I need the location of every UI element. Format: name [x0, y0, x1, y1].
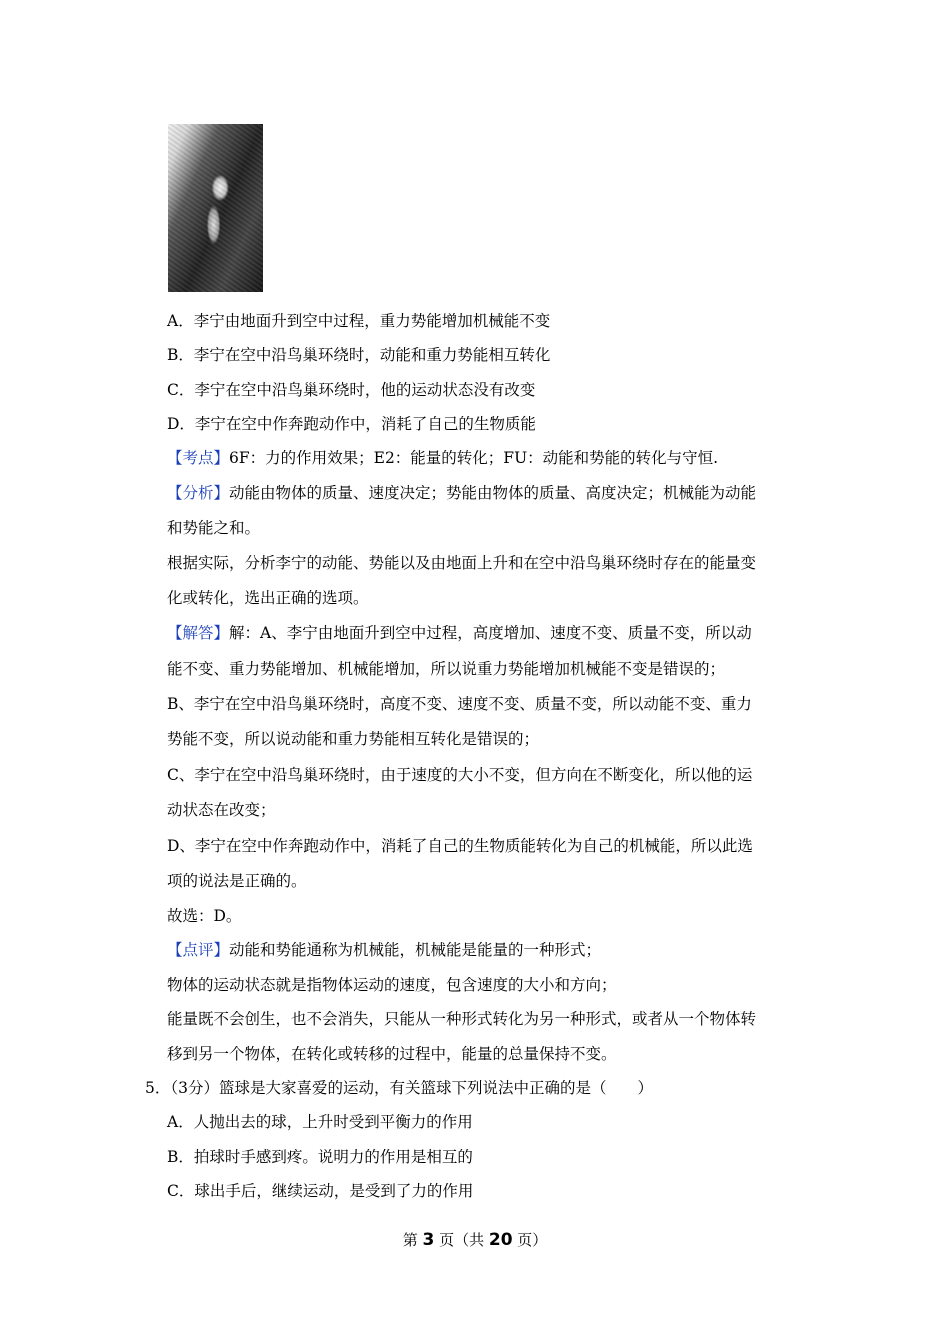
dianping-line-4: 移到另一个物体，在转化或转移的过程中，能量的总量保持不变。 — [167, 1045, 617, 1063]
page-footer — [0, 1229, 950, 1250]
question-5-stem: 5．（3分）篮球是大家喜爱的运动，有关篮球下列说法中正确的是（ ） — [145, 1079, 653, 1097]
fenxi-line-3: 根据实际，分析李宁的动能、势能以及由地面上升和在空中沿鸟巢环绕时存在的能量变 — [167, 554, 757, 572]
footer-total-pages: 20 — [488, 1230, 513, 1250]
option-d: D．李宁在空中作奔跑动作中，消耗了自己的生物质能 — [167, 415, 536, 433]
jieda-line-1 — [167, 623, 752, 643]
jieda-line-8: 项的说法是正确的。 — [167, 872, 307, 890]
kaodian-tag: 【考点】 — [167, 449, 230, 467]
footer-page-number: 3 — [422, 1230, 435, 1250]
footer-prefix: 第 — [402, 1231, 423, 1249]
jieda-line-9: 故选：D。 — [167, 907, 242, 925]
q5-option-b: B．拍球时手感到疼。说明力的作用是相互的 — [167, 1148, 473, 1166]
dianping-line-2: 物体的运动状态就是指物体运动的速度，包含速度的大小和方向； — [167, 976, 617, 994]
fenxi-line-4: 化或转化，选出正确的选项。 — [167, 589, 369, 607]
dianping-line-1 — [167, 940, 601, 960]
fenxi-text-1: 动能由物体的质量、速度决定；势能由物体的质量、高度决定；机械能为动能 — [229, 484, 757, 502]
option-a: A．李宁由地面升到空中过程，重力势能增加机械能不变 — [167, 312, 551, 330]
jieda-line-3: B、李宁在空中沿鸟巢环绕时，高度不变、速度不变、质量不变，所以动能不变、重力 — [167, 695, 752, 713]
fenxi-line-1 — [167, 483, 756, 503]
jieda-line-4: 势能不变，所以说动能和重力势能相互转化是错误的； — [167, 730, 540, 748]
dianping-text-1: 动能和势能通称为机械能，机械能是能量的一种形式； — [229, 941, 602, 959]
jieda-line-7: D、李宁在空中作奔跑动作中，消耗了自己的生物质能转化为自己的机械能，所以此选 — [167, 837, 753, 855]
jieda-line-2: 能不变、重力势能增加、机械能增加，所以说重力势能增加机械能不变是错误的； — [167, 660, 726, 678]
jieda-text-1: 解：A、李宁由地面升到空中过程，高度增加、速度不变、质量不变，所以动 — [229, 624, 752, 642]
dianping-tag: 【点评】 — [167, 941, 230, 959]
fenxi-tag: 【分析】 — [167, 484, 230, 502]
option-b: B．李宁在空中沿鸟巢环绕时，动能和重力势能相互转化 — [167, 346, 551, 364]
jieda-line-6: 动状态在改变； — [167, 801, 276, 819]
fenxi-line-2: 和势能之和。 — [167, 519, 261, 537]
q5-option-a: A．人抛出去的球，上升时受到平衡力的作用 — [167, 1113, 473, 1131]
dianping-line-3: 能量既不会创生，也不会消失，只能从一种形式转化为另一种形式，或者从一个物体转 — [167, 1010, 757, 1028]
footer-suffix: 页） — [512, 1231, 548, 1249]
kaodian-text: 6F：力的作用效果；E2：能量的转化；FU：动能和势能的转化与守恒. — [229, 449, 719, 467]
li-ning-photo — [168, 124, 263, 292]
footer-middle: 页（共 — [434, 1231, 489, 1249]
kaodian-line — [167, 448, 718, 468]
jieda-tag: 【解答】 — [167, 624, 230, 642]
q5-option-c: C．球出手后，继续运动，是受到了力的作用 — [167, 1182, 474, 1200]
jieda-line-5: C、李宁在空中沿鸟巢环绕时，由于速度的大小不变，但方向在不断变化，所以他的运 — [167, 766, 753, 784]
option-c: C．李宁在空中沿鸟巢环绕时，他的运动状态没有改变 — [167, 381, 536, 399]
